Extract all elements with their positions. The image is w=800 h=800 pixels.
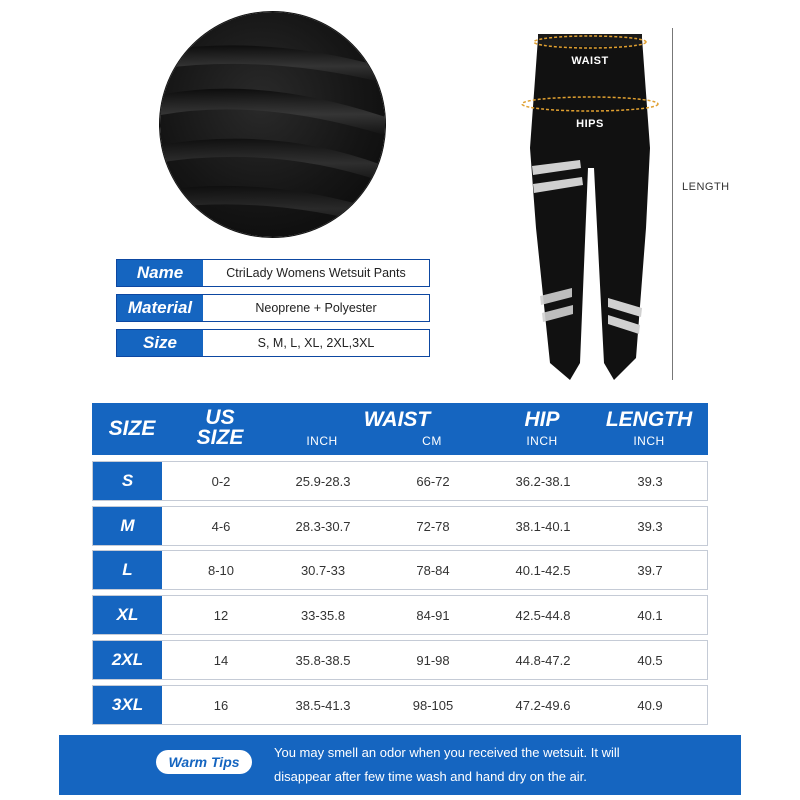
row-waist-cm: 84-91	[416, 607, 450, 623]
table-row	[92, 550, 708, 590]
row-waist-inch: 25.9-28.3	[295, 473, 351, 489]
header-hip-inch: INCH	[526, 434, 558, 448]
row-hip-inch: 44.8-47.2	[515, 652, 571, 668]
row-waist-cm: 78-84	[416, 562, 450, 578]
header-hip: HIP	[524, 408, 560, 431]
row-size-label: 2XL	[93, 641, 162, 679]
row-waist-inch: 35.8-38.5	[295, 652, 351, 668]
header-us-line2: SIZE	[196, 426, 244, 449]
row-waist-inch: 38.5-41.3	[295, 697, 351, 713]
warm-tips-line1: You may smell an odor when you received the wetsuit. It will	[274, 745, 620, 760]
row-hip-inch: 38.1-40.1	[515, 518, 571, 534]
fabric-folds-graphic	[160, 12, 385, 237]
table-row	[92, 595, 708, 635]
row-length-inch: 39.7	[637, 562, 663, 578]
info-value-size: S, M, L, XL, 2XL,3XL	[257, 336, 375, 350]
length-label: LENGTH	[682, 181, 730, 193]
row-length-inch: 40.9	[637, 697, 663, 713]
row-length-inch: 39.3	[637, 473, 663, 489]
row-waist-cm: 91-98	[416, 652, 450, 668]
row-us-size: 16	[213, 697, 229, 713]
waist-label: WAIST	[571, 55, 609, 67]
warm-tips-line2: disappear after few time wash and hand dry on the air.	[274, 769, 587, 784]
row-size-label: 3XL	[93, 686, 162, 724]
table-row	[92, 461, 708, 501]
row-us-size: 14	[213, 652, 229, 668]
info-value-name: CtriLady Womens Wetsuit Pants	[226, 266, 406, 280]
row-size-label: L	[93, 551, 162, 589]
row-length-inch: 39.3	[637, 518, 663, 534]
row-hip-inch: 40.1-42.5	[515, 562, 571, 578]
row-hip-inch: 47.2-49.6	[515, 697, 571, 713]
header-size: SIZE	[108, 417, 156, 440]
row-waist-inch: 30.7-33	[300, 562, 346, 578]
info-label-size: Size	[117, 330, 203, 356]
hips-label: HIPS	[576, 118, 604, 130]
info-row-size	[116, 329, 430, 357]
row-size-label: S	[93, 462, 162, 500]
info-row-material	[116, 294, 430, 322]
row-waist-cm: 98-105	[412, 697, 454, 713]
row-waist-inch: 28.3-30.7	[295, 518, 351, 534]
warm-tips-badge: Warm Tips	[156, 750, 252, 774]
header-waist: WAIST	[363, 408, 431, 431]
row-waist-cm: 72-78	[416, 518, 450, 534]
info-label-name: Name	[117, 260, 203, 286]
row-hip-inch: 42.5-44.8	[515, 607, 571, 623]
pants-diagram	[510, 18, 670, 388]
row-us-size: 4-6	[211, 518, 231, 534]
table-row	[92, 506, 708, 546]
row-size-label: M	[93, 507, 162, 545]
row-size-label: XL	[93, 596, 162, 634]
length-measure-line	[672, 28, 673, 380]
row-hip-inch: 36.2-38.1	[515, 473, 571, 489]
fabric-swatch-image	[160, 12, 385, 237]
header-waist-cm: CM	[422, 434, 442, 448]
header-waist-inch: INCH	[306, 434, 338, 448]
info-value-material: Neoprene + Polyester	[255, 301, 377, 315]
header-length: LENGTH	[605, 408, 693, 431]
table-row	[92, 640, 708, 680]
header-length-inch: INCH	[633, 434, 665, 448]
row-us-size: 8-10	[207, 562, 235, 578]
row-length-inch: 40.5	[637, 652, 663, 668]
info-label-material: Material	[117, 295, 203, 321]
table-row	[92, 685, 708, 725]
header-us-line1: US	[205, 406, 235, 429]
row-us-size: 12	[213, 607, 229, 623]
row-length-inch: 40.1	[637, 607, 663, 623]
size-chart-header	[92, 403, 708, 455]
info-row-name	[116, 259, 430, 287]
row-us-size: 0-2	[211, 473, 231, 489]
row-waist-inch: 33-35.8	[300, 607, 346, 623]
row-waist-cm: 66-72	[416, 473, 450, 489]
